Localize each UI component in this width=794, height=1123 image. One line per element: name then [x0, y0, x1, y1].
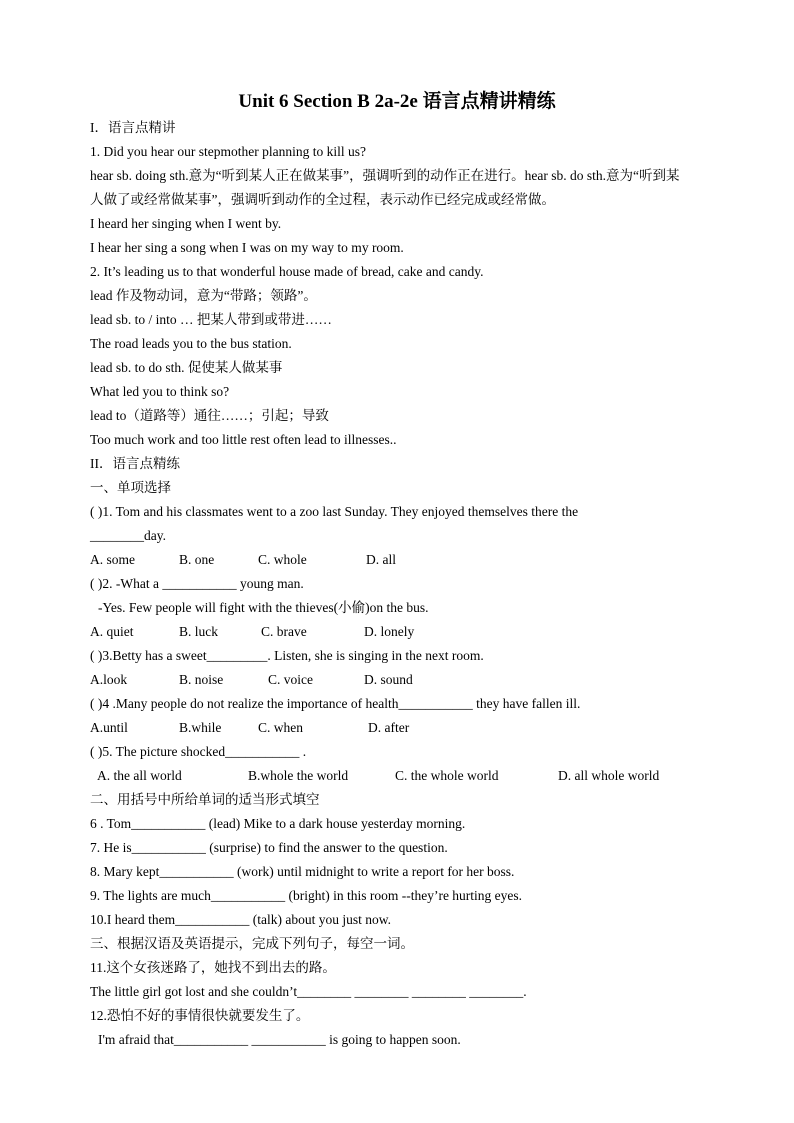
q3-option-c: C. voice: [268, 672, 313, 687]
section-heading-2: II．语言点精练: [90, 456, 180, 471]
text-line: 人做了或经常做某事”，强调听到动作的全过程，表示动作已经完成或经常做。: [90, 192, 555, 207]
q1-option-a: A. some: [90, 552, 135, 567]
text-line: 2. It’s leading us to that wonderful house made of bread, cake and candy.: [90, 264, 484, 279]
question-2: ( )2. -What a ___________ young man.: [90, 576, 304, 591]
subsection-heading: 一、单项选择: [90, 480, 171, 495]
text-line: I hear her sing a song when I was on my way to my room.: [90, 240, 404, 255]
text-line: 1. Did you hear our stepmother planning to kill us?: [90, 144, 366, 159]
q4-option-b: B.while: [179, 720, 222, 735]
text-line: lead sb. to do sth. 促使某人做某事: [90, 360, 283, 375]
fill-question: 10.I heard them___________ (talk) about you just now.: [90, 912, 391, 927]
translation-prompt: 12.恐怕不好的事情很快就要发生了。: [90, 1008, 310, 1023]
translation-sentence: I'm afraid that___________ ___________ is going to happen soon.: [98, 1032, 461, 1047]
fill-question: 8. Mary kept___________ (work) until midnight to write a report for her boss.: [90, 864, 515, 879]
question-5: ( )5. The picture shocked___________ .: [90, 744, 307, 759]
question-1: ( )1. Tom and his classmates went to a zoo last Sunday. They enjoyed themselves there the: [90, 504, 579, 519]
text-line: lead 作及物动词，意为“带路；领路”。: [90, 288, 317, 303]
q2-option-d: D. lonely: [364, 624, 415, 639]
question-3: ( )3.Betty has a sweet_________. Listen, she is singing in the next room.: [90, 648, 484, 663]
subsection-heading: 三、根据汉语及英语提示，完成下列句子，每空一词。: [90, 936, 414, 951]
text-line: What led you to think so?: [90, 384, 230, 399]
q3-option-d: D. sound: [364, 672, 413, 687]
q5-option-b: B.whole the world: [248, 768, 349, 783]
q3-option-b: B. noise: [179, 672, 224, 687]
q1-option-d: D. all: [366, 552, 396, 567]
text-line: I heard her singing when I went by.: [90, 216, 282, 231]
text-line: lead sb. to / into … 把某人带到或带进……: [90, 312, 332, 327]
fill-question: 9. The lights are much___________ (bright) in this room --they’re hurting eyes.: [90, 888, 523, 903]
translation-sentence: The little girl got lost and she couldn’t________ ________ ________ ________.: [90, 984, 527, 999]
q2-option-b: B. luck: [179, 624, 218, 639]
text-line: lead to（道路等）通往……；引起；导致: [90, 408, 329, 423]
q5-option-a: A. the all world: [97, 768, 182, 783]
q1-option-c: C. whole: [258, 552, 307, 567]
question-2-cont: -Yes. Few people will fight with the thieves(小偷)on the bus.: [98, 600, 429, 615]
q1-option-b: B. one: [179, 552, 215, 567]
fill-question: 6 . Tom___________ (lead) Mike to a dark house yesterday morning.: [90, 816, 466, 831]
text-line: The road leads you to the bus station.: [90, 336, 292, 351]
question-4: ( )4 .Many people do not realize the importance of health___________ they have fallen ill.: [90, 696, 581, 711]
page-title: Unit 6 Section B 2a-2e 语言点精讲精练: [238, 91, 556, 112]
text-line: hear sb. doing sth.意为“听到某人正在做某事”，强调听到的动作正在进行。hear sb. do sth.意为“听到某: [90, 168, 680, 183]
q4-option-a: A.until: [90, 720, 128, 735]
fill-question: 7. He is___________ (surprise) to find the answer to the question.: [90, 840, 448, 855]
text-line: Too much work and too little rest often lead to illnesses..: [90, 432, 397, 447]
section-heading-1: I．语言点精讲: [90, 120, 176, 135]
q2-option-a: A. quiet: [90, 624, 134, 639]
q4-option-c: C. when: [258, 720, 303, 735]
q5-option-c: C. the whole world: [395, 768, 499, 783]
question-1-cont: ________day.: [90, 528, 166, 543]
subsection-heading: 二、用括号中所给单词的适当形式填空: [90, 792, 320, 807]
translation-prompt: 11.这个女孩迷路了，她找不到出去的路。: [90, 960, 336, 975]
q5-option-d: D. all whole world: [558, 768, 660, 783]
q3-option-a: A.look: [90, 672, 128, 687]
q4-option-d: D. after: [368, 720, 410, 735]
q2-option-c: C. brave: [261, 624, 307, 639]
